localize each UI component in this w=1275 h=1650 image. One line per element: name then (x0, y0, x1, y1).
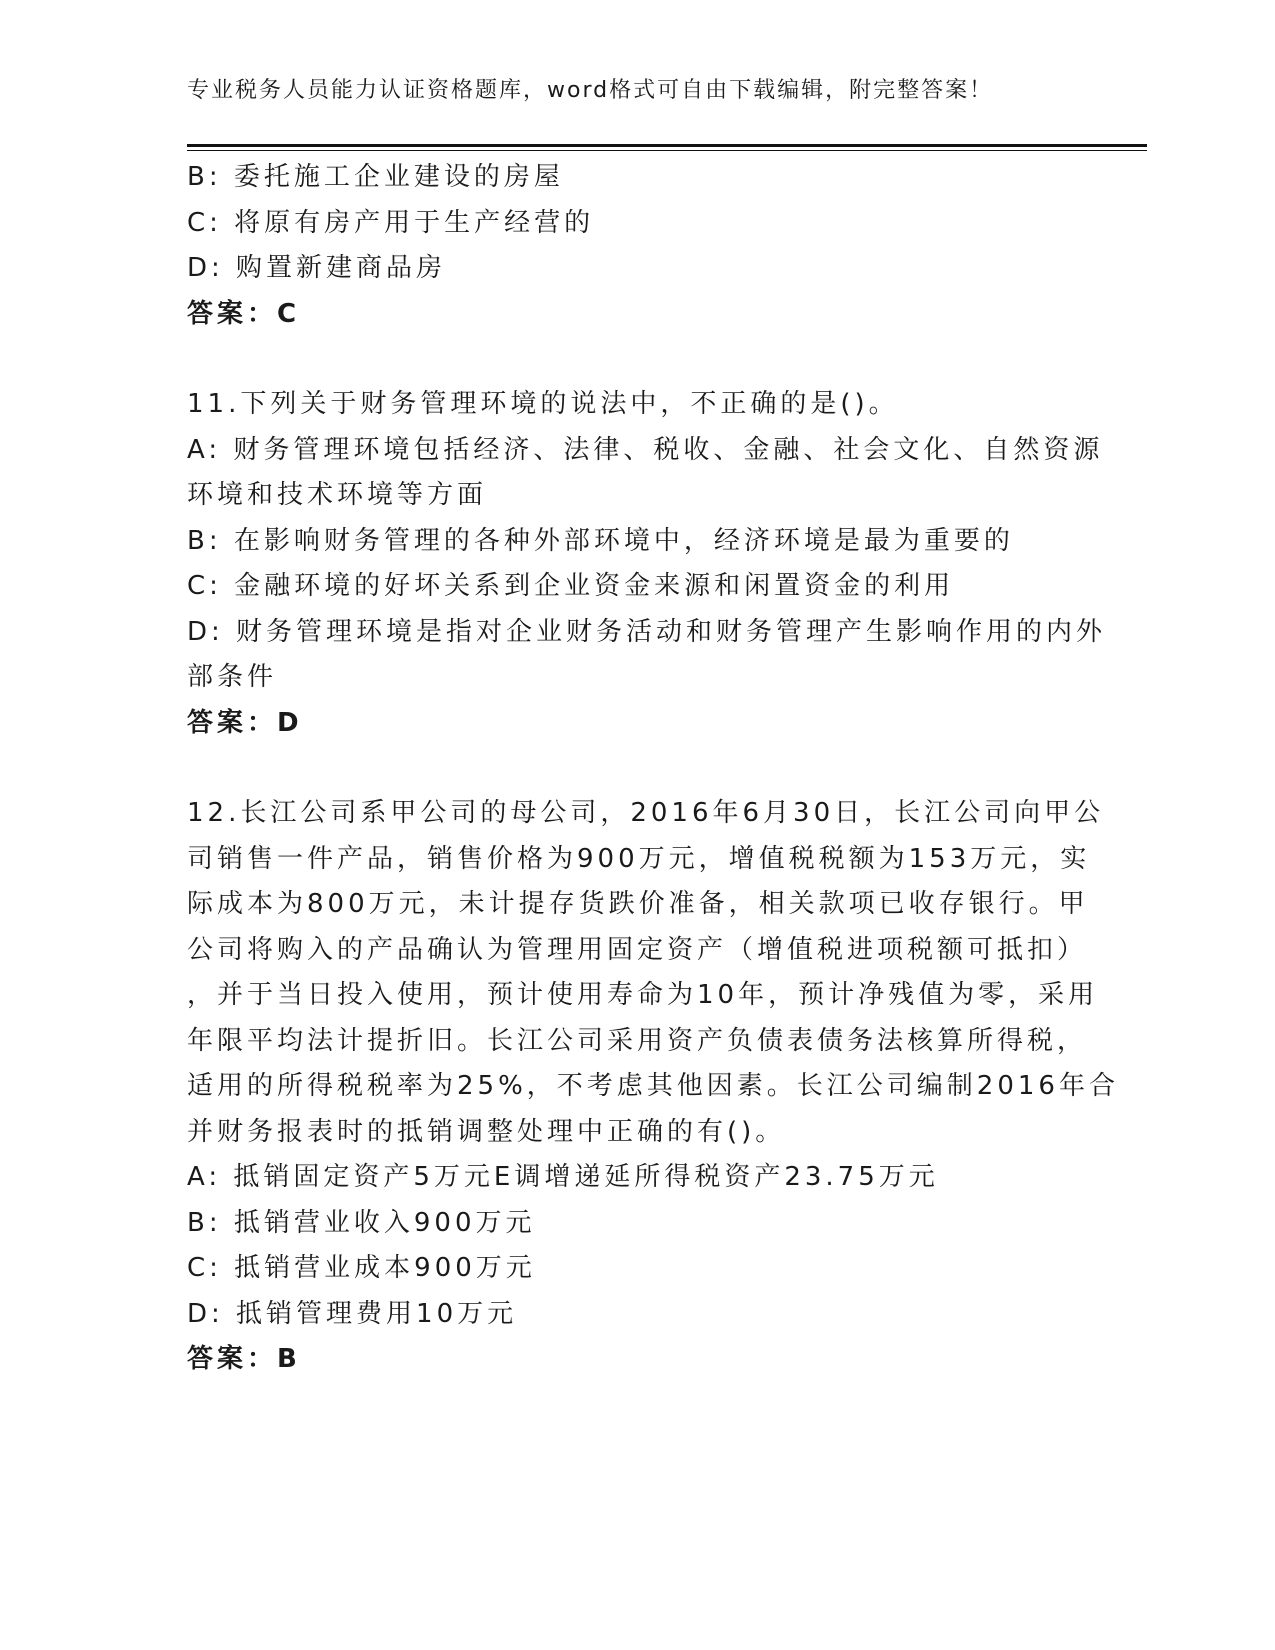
option-line: B: 委托施工企业建设的房屋 (187, 162, 564, 192)
question-stem: ，并于当日投入使用，预计使用寿命为10年，预计净残值为零，采用 (187, 980, 1099, 1010)
question-stem: 适用的所得税税率为25%，不考虑其他因素。长江公司编制2016年合 (187, 1071, 1119, 1101)
question-stem: 12.长江公司系甲公司的母公司，2016年6月30日，长江公司向甲公 (187, 798, 1105, 828)
option-line: B: 抵销营业收入900万元 (187, 1207, 536, 1238)
header-rule-thick (187, 144, 1147, 147)
spacer (187, 337, 1067, 382)
option-line: D: 购置新建商品房 (187, 253, 447, 283)
question-stem: 年限平均法计提折旧。长江公司采用资产负债表债务法核算所得税， (187, 1025, 1088, 1056)
question-stem: 公司将购入的产品确认为管理用固定资产（增值税进项税额可抵扣） (187, 934, 1088, 965)
option-line: C: 将原有房产用于生产经营的 (187, 207, 595, 238)
page-header: 专业税务人员能力认证资格题库，word格式可自由下载编辑，附完整答案！ (187, 78, 994, 103)
option-line: B: 在影响财务管理的各种外部环境中，经济环境是最为重要的 (187, 525, 1014, 556)
option-line: C: 抵销营业成本900万元 (187, 1253, 536, 1283)
option-line: C: 金融环境的好坏关系到企业资金来源和闲置资金的利用 (187, 571, 955, 601)
document-body (187, 155, 1119, 1383)
option-line: 部条件 (187, 662, 278, 692)
spacer (187, 746, 1067, 791)
question-stem: 际成本为800万元，未计提存货跌价准备，相关款项已收存银行。甲 (187, 889, 1089, 919)
answer-line: 答案：D (187, 707, 303, 738)
question-11 (187, 382, 1107, 746)
question-stem: 11.下列关于财务管理环境的说法中，不正确的是()。 (187, 389, 899, 419)
question-10-continuation (187, 155, 1067, 337)
option-line: D: 抵销管理费用10万元 (187, 1298, 518, 1329)
option-line: D: 财务管理环境是指对企业财务活动和财务管理产生影响作用的内外 (187, 616, 1107, 647)
question-stem: 并财务报表时的抵销调整处理中正确的有()。 (187, 1116, 786, 1147)
option-line: A: 抵销固定资产5万元E调增递延所得税资产23.75万元 (187, 1162, 939, 1192)
answer-line: 答案：B (187, 1344, 301, 1374)
question-stem: 司销售一件产品，销售价格为900万元，增值税税额为153万元，实 (187, 843, 1091, 874)
option-line: 环境和技术环境等方面 (187, 480, 488, 510)
question-12 (187, 791, 1119, 1383)
header-rule-thin (187, 150, 1147, 151)
option-line: A: 财务管理环境包括经济、法律、税收、金融、社会文化、自然资源 (187, 434, 1104, 465)
answer-line: 答案：C (187, 298, 301, 329)
